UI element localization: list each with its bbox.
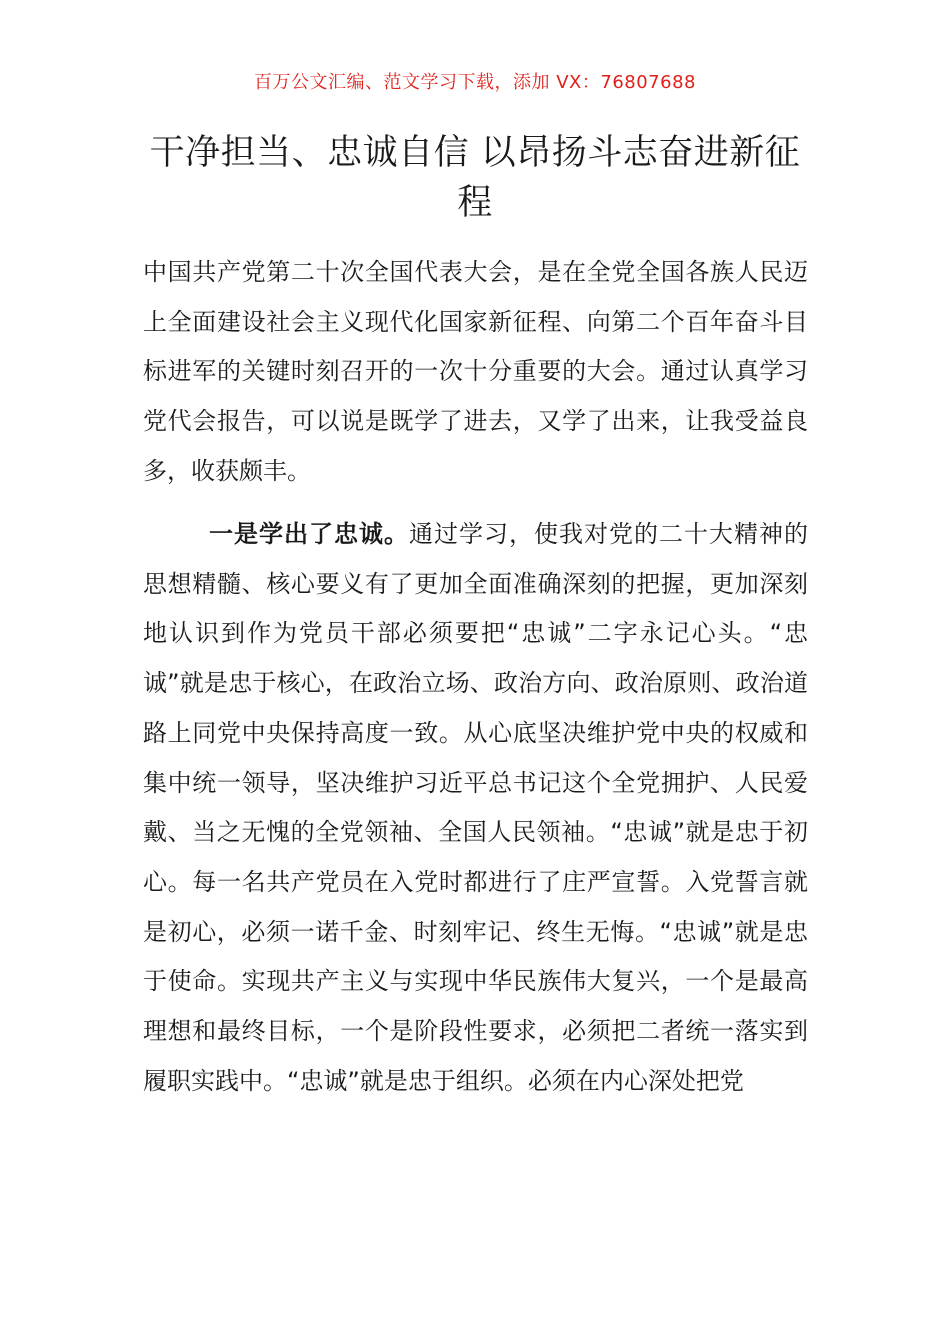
paragraph-loyalty: [143, 510, 808, 1106]
document-title: 干净担当、忠诚自信 以昂扬斗志奋进新征程: [149, 133, 801, 223]
paragraph-body-text: 通过学习，使我对党的二十大精神的思想精髓、核心要义有了更加全面准确深刻的把握，更加深刻地认识到作为党员干部必须要把“忠诚”二字永记心头。“忠诚”就是忠于核心，在政治立场、政治方向、政治原则、政治道路上同党中央保持高度一致。从心底坚决维护党中央的权威和集中统一领导，坚决维护习近平总书记这个全党拥护、人民爱戴、当之无愧的全党领袖、全国人民领袖。“忠诚”就是忠于初心。每一名共产党员在入党时都进行了庄严宣誓。入党誓言就是初心，必须一诺千金、时刻牢记、终生无悔。“忠诚”就是忠于使命。实现共产主义与实现中华民族伟大复兴，一个是最高理想和最终目标，一个是阶段性要求，必须把二者统一落实到履职实践中。“忠诚”就是忠于组织。必须在内心深处把党: [143, 520, 808, 1095]
header-watermark-note: 百万公文汇编、范文学习下载，添加 VX：76807688: [254, 72, 696, 93]
paragraph-intro: 中国共产党第二十次全国代表大会，是在全党全国各族人民迈上全面建设社会主义现代化国家新征程、向第二个百年奋斗目标进军的关键时刻召开的一次十分重要的大会。通过认真学习党代会报告，可以说是既学了进去，又学了出来，让我受益良多，收获颇丰。: [143, 258, 808, 485]
paragraph-lead-heading: 一是学出了忠诚。: [209, 520, 409, 548]
